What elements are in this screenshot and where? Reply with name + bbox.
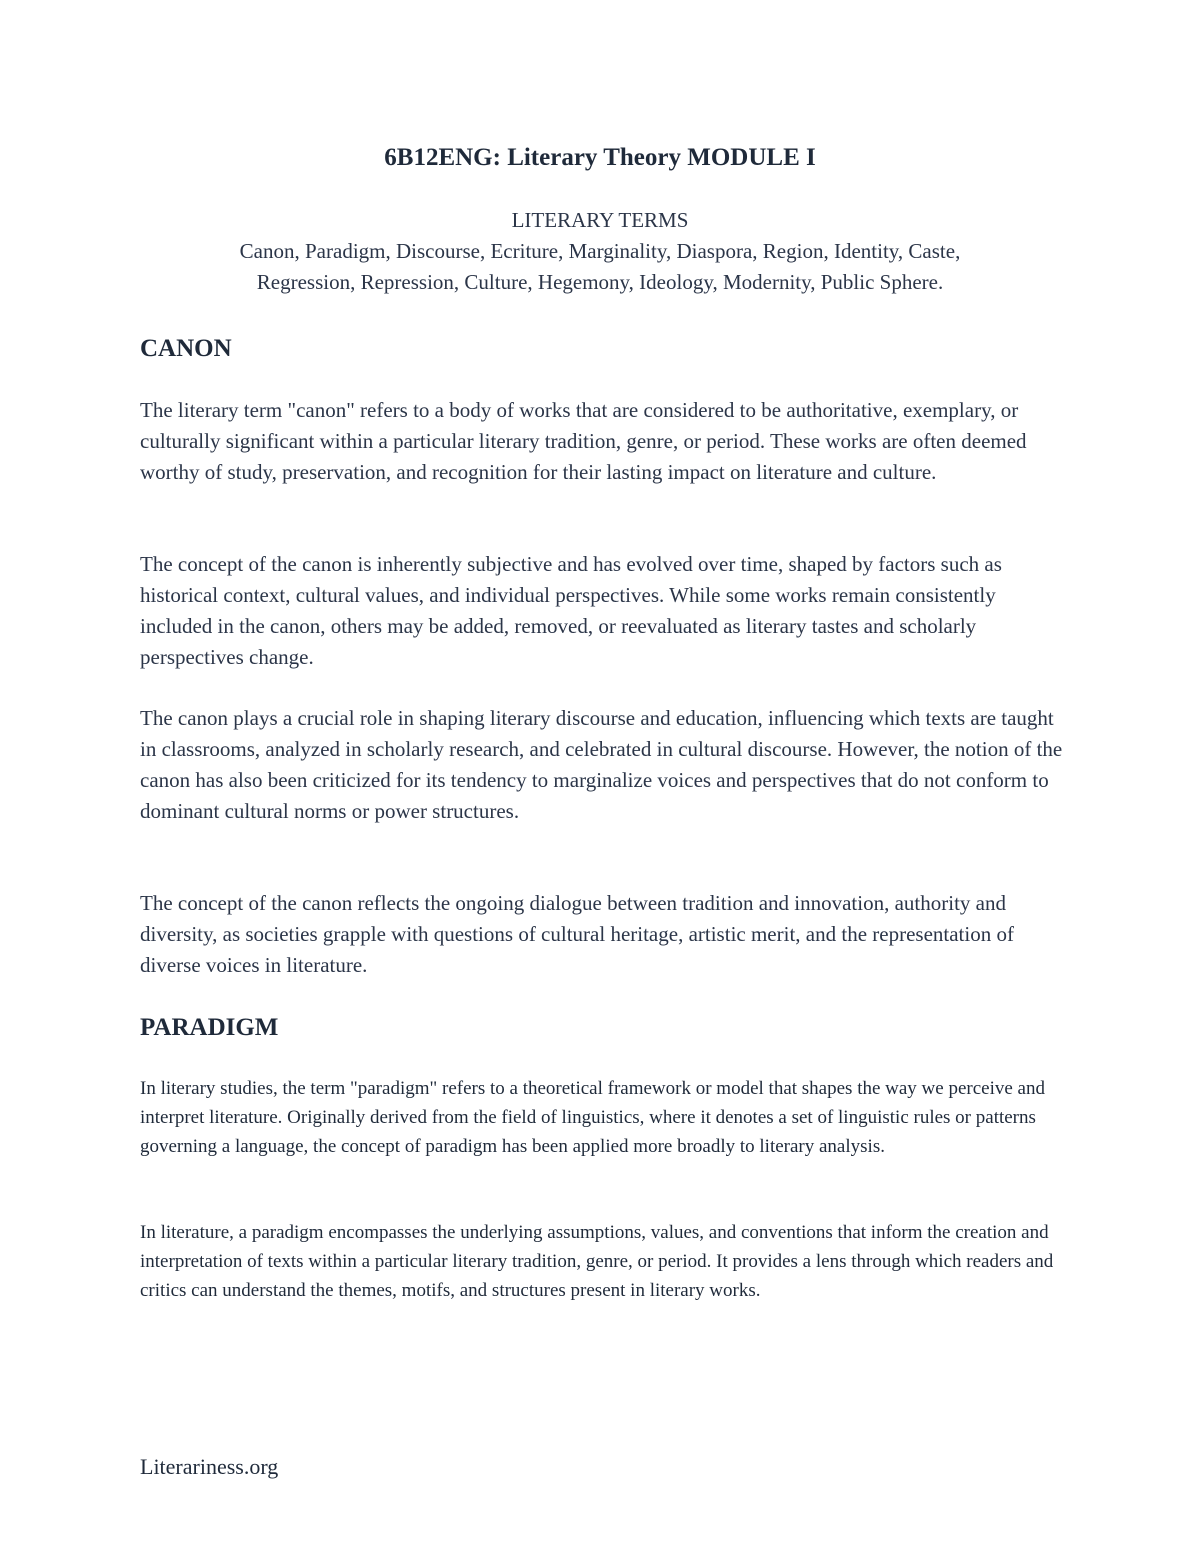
- section-heading-canon: CANON: [140, 335, 232, 362]
- section-heading-paradigm: PARADIGM: [140, 1014, 279, 1041]
- literary-terms-list: Canon, Paradigm, Discourse, Ecriture, Marginality, Diaspora, Region, Identity, Caste, Regression, Repression, Culture, Hegemony, Ideology, Modernity, Public Sphere.: [239, 239, 961, 294]
- paradigm-paragraph-1: In literary studies, the term "paradigm" refers to a theoretical framework or model that shapes the way we perceive and interpret literature. Originally derived from the field of linguistics, where it denotes a set of linguistic rules or patterns governing a language, the concept of paradigm has been applied more broadly to literary analysis.: [140, 1078, 1045, 1157]
- document-title: 6B12ENG: Literary Theory MODULE I: [384, 144, 816, 171]
- footer-site-link[interactable]: Literariness.org: [140, 1454, 279, 1479]
- canon-paragraph-2: The concept of the canon is inherently subjective and has evolved over time, shaped by factors such as historical context, cultural values, and individual perspectives. While some works remain consistently included in the canon, others may be added, removed, or reevaluated as literary tastes and scholarly perspectives change.: [140, 552, 1002, 669]
- paradigm-paragraph-2: In literature, a paradigm encompasses the underlying assumptions, values, and conventions that inform the creation and interpretation of texts within a particular literary tradition, genre, or period. It provides a lens through which readers and critics can understand the themes, motifs, and structures present in literary works.: [140, 1222, 1054, 1301]
- literary-terms-heading: LITERARY TERMS: [511, 208, 689, 232]
- canon-paragraph-3: The canon plays a crucial role in shaping literary discourse and education, influencing which texts are taught in classrooms, analyzed in scholarly research, and celebrated in cultural discourse. However, the notion of the canon has also been criticized for its tendency to marginalize voices and perspectives that do not conform to dominant cultural norms or power structures.: [140, 706, 1063, 823]
- canon-paragraph-1: The literary term "canon" refers to a body of works that are considered to be authoritative, exemplary, or culturally significant within a particular literary tradition, genre, or period. These works are often deemed worthy of study, preservation, and recognition for their lasting impact on literature and culture.: [140, 398, 1027, 484]
- canon-paragraph-4: The concept of the canon reflects the ongoing dialogue between tradition and innovation, authority and diversity, as societies grapple with questions of cultural heritage, artistic merit, and the representation of diverse voices in literature.: [140, 891, 1014, 977]
